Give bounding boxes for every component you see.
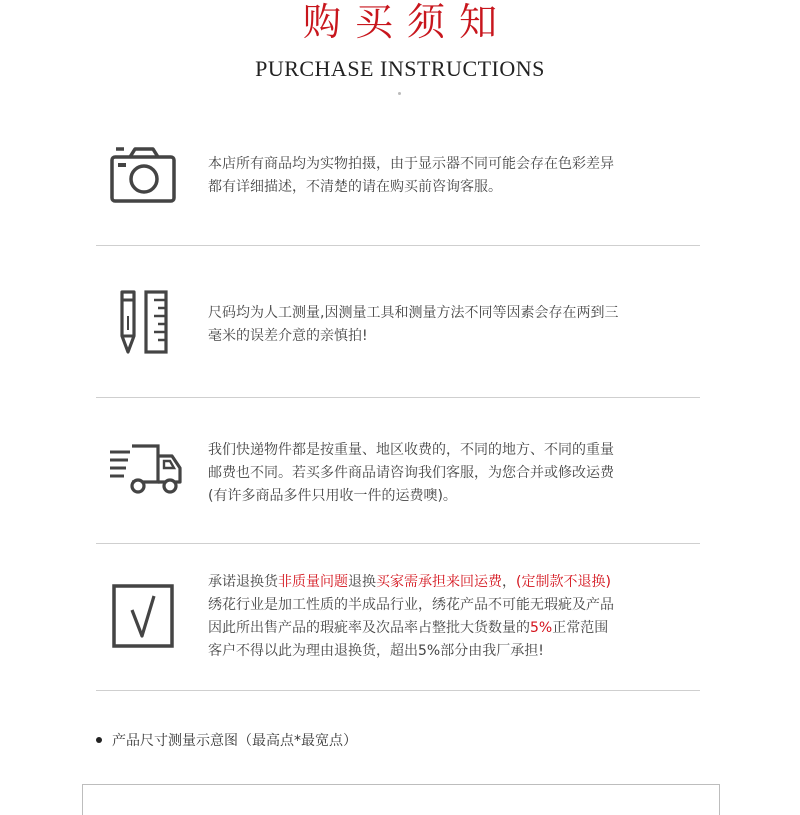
title-divider-dot <box>398 92 401 95</box>
page-title-english: PURCHASE INSTRUCTIONS <box>255 56 545 81</box>
section-text <box>208 302 700 348</box>
highlight-text: 5% <box>530 620 553 636</box>
text-fragment: 退换 <box>348 574 376 590</box>
section-return-notice <box>96 546 700 691</box>
text-fragment: ， <box>502 574 516 590</box>
checkbox-check-icon <box>108 580 180 652</box>
text-line: 本店所有商品均为实物拍摄，由于显示器不同可能会存在色彩差异 <box>208 156 614 172</box>
text-line: 我们快递物件都是按重量、地区收费的，不同的地方、不同的重量 <box>208 442 614 458</box>
measurement-label-text: 产品尺寸测量示意图（最高点*最宽点） <box>112 733 357 749</box>
text-line <box>208 571 700 594</box>
text-line <box>208 617 700 640</box>
page-title-chinese: 购买须知 <box>302 0 511 44</box>
text-line: 客户不得以此为理由退换货，超出5%部分由我厂承担! <box>208 643 544 659</box>
highlight-text: 买家需承担来回运费 <box>376 574 502 590</box>
text-fragment: 因此所出售产品的瑕疵率及次品率占整批大货数量的 <box>208 620 530 636</box>
pen-ruler-icon <box>108 286 180 358</box>
section-text <box>208 439 700 508</box>
text-line: 邮费也不同。若买多件商品请咨询我们客服，为您合并或修改运费 <box>208 465 614 481</box>
section-measurement-notice <box>96 250 700 395</box>
text-fragment: 正常范围 <box>552 620 609 636</box>
section-text <box>208 153 700 199</box>
text-line: 尺码均为人工测量,因测量工具和测量方法不同等因素会存在两到三 <box>208 305 619 321</box>
text-line: 绣花行业是加工性质的半成品行业，绣花产品不可能无瑕疵及产品 <box>208 597 614 613</box>
measurement-diagram-label <box>96 730 357 752</box>
camera-icon <box>108 141 180 213</box>
section-text <box>208 571 700 663</box>
section-shipping-notice <box>96 400 700 545</box>
section-divider <box>96 397 700 398</box>
text-line: 毫米的误差介意的亲慎拍! <box>208 328 368 344</box>
section-divider <box>96 245 700 246</box>
text-fragment: 承诺退换货 <box>208 574 278 590</box>
highlight-text: 非质量问题 <box>278 574 348 590</box>
highlight-text: (定制款不退换) <box>516 574 611 590</box>
delivery-truck-icon <box>108 434 184 506</box>
section-divider <box>96 690 700 691</box>
section-photo-notice <box>96 105 700 250</box>
section-divider <box>96 543 700 544</box>
text-line: 都有详细描述，不清楚的请在购买前咨询客服。 <box>208 179 502 195</box>
bullet-icon <box>96 737 102 743</box>
text-line: (有许多商品多件只用收一件的运费噢)。 <box>208 488 457 504</box>
